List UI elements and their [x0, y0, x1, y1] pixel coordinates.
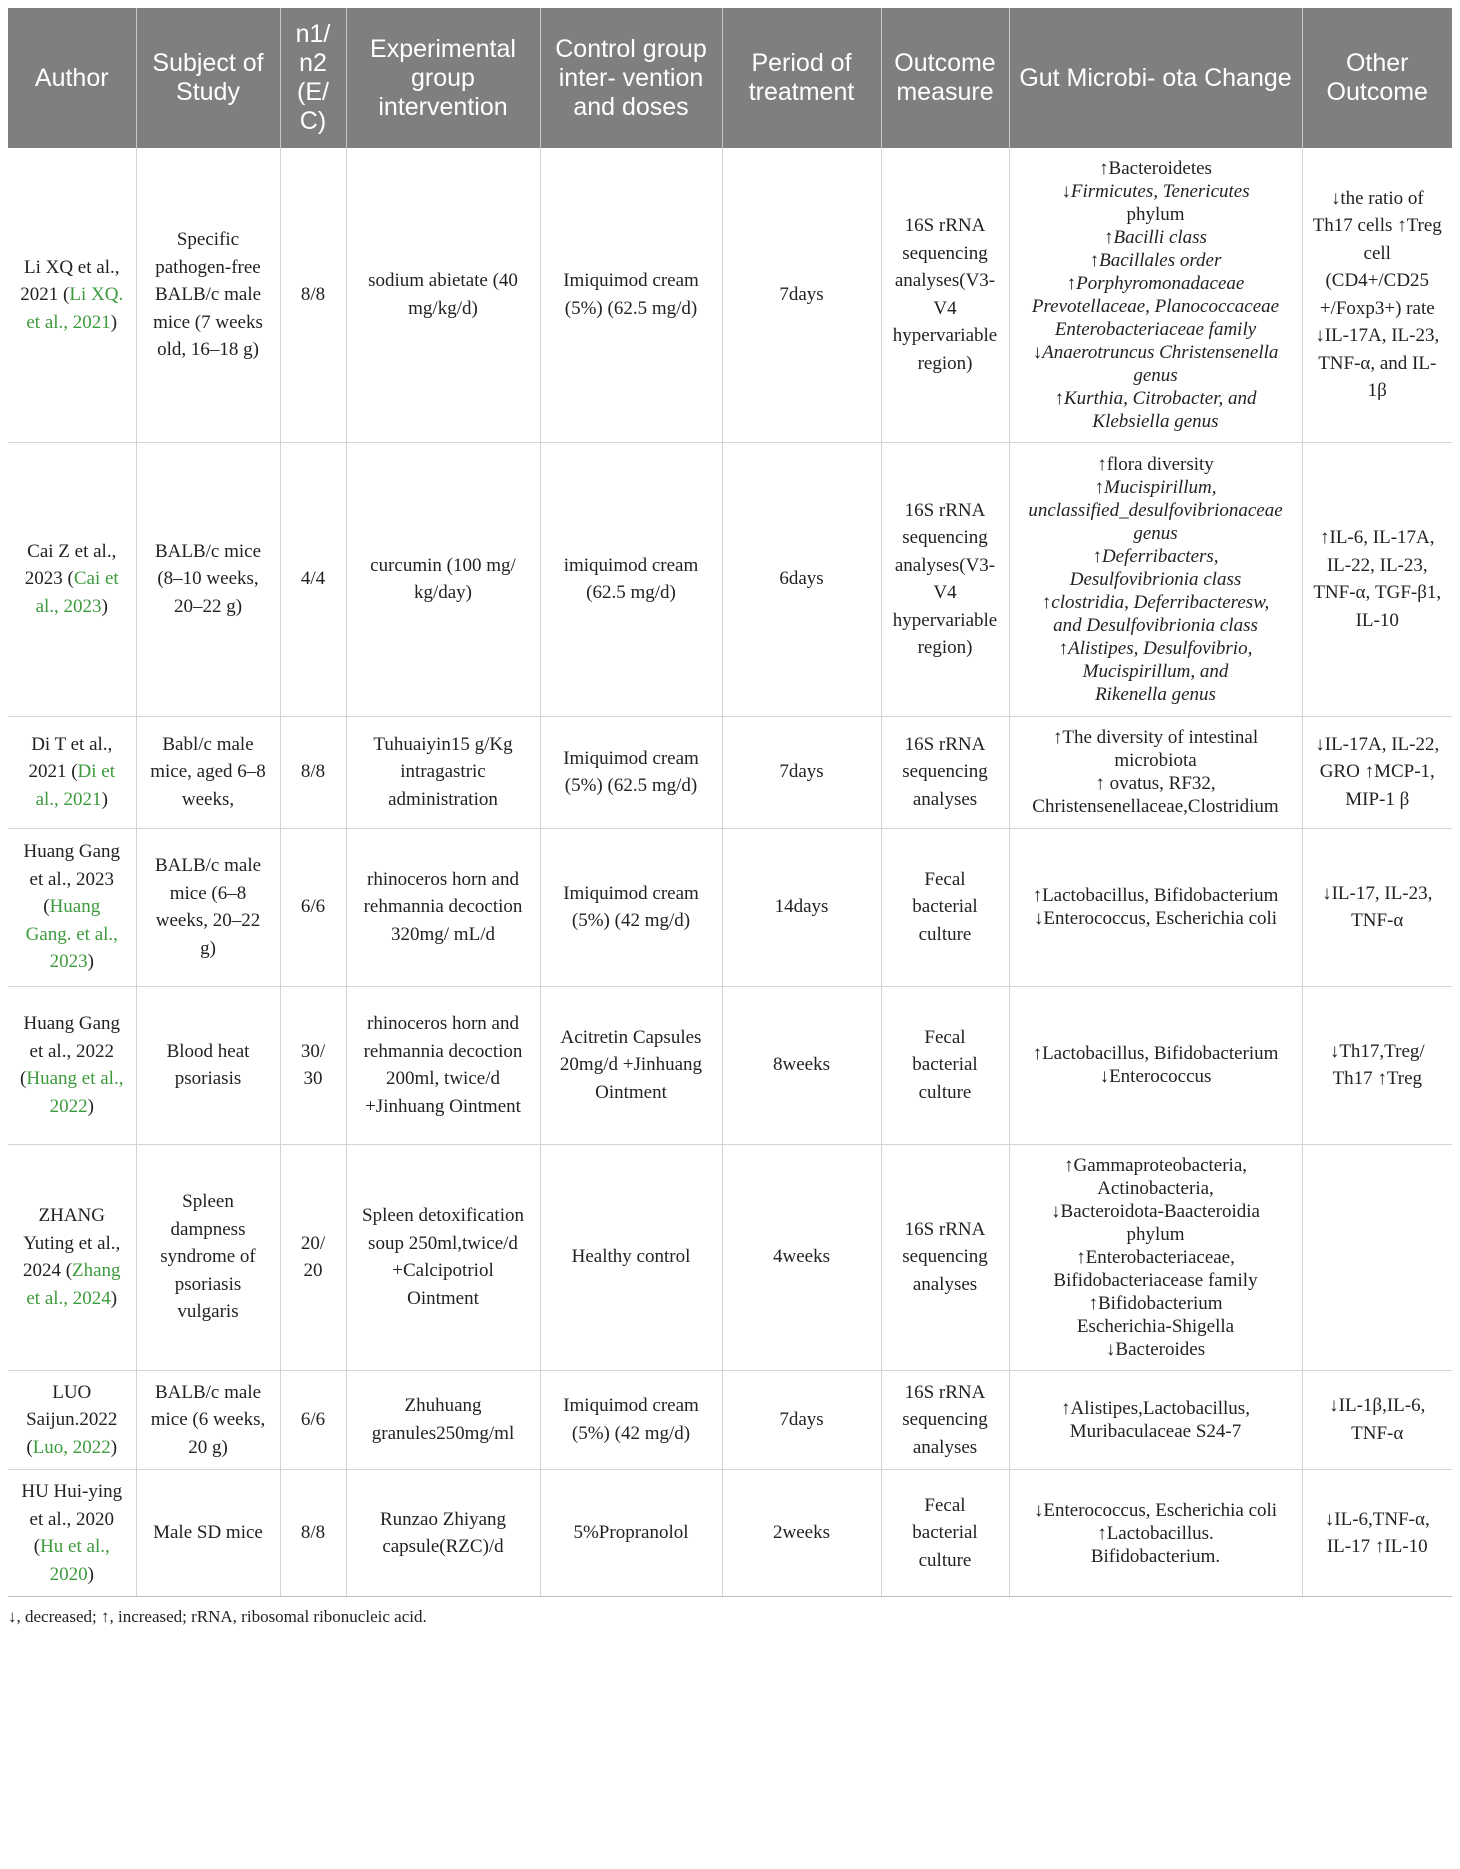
outcome-cell: 16S rRNA sequencing analyses: [881, 1370, 1009, 1470]
gut-change-line: ↓Firmicutes, Tenericutes: [1061, 180, 1250, 202]
table-container: [8, 8, 1452, 1627]
table-row: [8, 148, 1452, 442]
sample-size-cell: 6/6: [280, 1370, 346, 1470]
gut-change-line: Christensenellaceae,Clostridium: [1032, 796, 1279, 817]
experimental-cell: sodium abietate (40 mg/kg/d): [346, 148, 540, 442]
outcome-cell: 16S rRNA sequencing analyses(V3-V4 hypervariable region): [881, 442, 1009, 716]
sample-size-cell: 8/8: [280, 1470, 346, 1597]
gut-change-line: ↑Bacteroidetes: [1099, 157, 1212, 179]
author-text: Cai Z et al., 2023 (: [24, 540, 117, 590]
period-cell: 7days: [722, 148, 881, 442]
gut-microbiota-cell: [1009, 442, 1302, 716]
experimental-cell: curcumin (100 mg/ kg/day): [346, 442, 540, 716]
sample-size-cell: 6/6: [280, 828, 346, 986]
gut-change-line: microbiota: [1114, 750, 1197, 771]
header-cell: Other Outcome: [1302, 8, 1452, 148]
gut-change-line: unclassified_desulfovibrionaceae: [1028, 499, 1283, 521]
citation-link[interactable]: Huang Gang. et al., 2023: [25, 896, 118, 973]
citation-link[interactable]: Luo, 2022: [32, 1436, 111, 1458]
sample-size-cell: 8/8: [280, 148, 346, 442]
gut-microbiota-cell: [1009, 828, 1302, 986]
author-text-end: ): [87, 951, 94, 973]
gut-change-line: ↓Bacteroidota-Baacteroidia: [1051, 1200, 1260, 1222]
author-text: Di T et al., 2021 (: [28, 733, 113, 783]
gut-change-line: ↑Bifidobacterium: [1088, 1292, 1223, 1314]
sample-size-cell: 30/ 30: [280, 986, 346, 1144]
header-cell: Experimental group intervention: [346, 8, 540, 148]
outcome-cell: Fecal bacterial culture: [881, 986, 1009, 1144]
other-outcome-cell: ↓IL-17, IL-23, TNF-α: [1302, 828, 1452, 986]
citation-link[interactable]: Huang et al., 2022: [26, 1068, 124, 1117]
gut-change-line: and Desulfovibrionia class: [1053, 614, 1258, 636]
gut-change-line: ↑Alistipes, Desulfovibrio,: [1058, 637, 1253, 659]
table-row: [8, 1470, 1452, 1597]
author-text: HU Hui-ying et al., 2020 (: [21, 1481, 123, 1557]
gut-change-line: genus: [1133, 522, 1178, 544]
header-cell: Control group inter- vention and doses: [540, 8, 722, 148]
gut-change-line: Bifidobacterium.: [1090, 1545, 1221, 1567]
sample-size-cell: 8/8: [280, 716, 346, 828]
author-cell: [8, 148, 136, 442]
subject-cell: BALB/c male mice (6–8 weeks, 20–22 g): [136, 828, 280, 986]
gut-change-line: Muribaculaceae S24-7: [1069, 1420, 1242, 1442]
gut-change-line: Rikenella genus: [1095, 683, 1216, 705]
gut-microbiota-cell: [1009, 148, 1302, 442]
citation-link[interactable]: Di et al., 2021: [35, 761, 116, 810]
outcome-cell: Fecal bacterial culture: [881, 1470, 1009, 1597]
gut-change-line: ↑Gammaproteobacteria,: [1063, 1154, 1248, 1176]
other-outcome-cell: [1302, 1144, 1452, 1370]
other-outcome-cell: ↓IL-6,TNF-α, IL-17 ↑IL-10: [1302, 1470, 1452, 1597]
gut-change-line: phylum: [1126, 1223, 1185, 1245]
gut-change-line: ↑Deferribacters,: [1092, 545, 1219, 567]
gut-change-line: ↑clostridia, Deferribacteresw,: [1041, 591, 1270, 613]
gut-change-line: Desulfovibrionia class: [1069, 568, 1242, 590]
control-cell: Acitretin Capsules 20mg/d +Jinhuang Ointment: [540, 986, 722, 1144]
gut-change-line: Mucispirillum, and: [1082, 660, 1229, 682]
header-row: [8, 8, 1452, 148]
subject-cell: Male SD mice: [136, 1470, 280, 1597]
gut-microbiota-cell: [1009, 1144, 1302, 1370]
author-cell: [8, 1370, 136, 1470]
header-cell: Gut Microbi- ota Change: [1009, 8, 1302, 148]
other-outcome-cell: ↓IL-1β,IL-6, TNF-α: [1302, 1370, 1452, 1470]
outcome-cell: 16S rRNA sequencing analyses: [881, 716, 1009, 828]
experimental-cell: Runzao Zhiyang capsule(RZC)/d: [346, 1470, 540, 1597]
author-text: LUO Saijun.2022 (: [26, 1381, 118, 1458]
period-cell: 14days: [722, 828, 881, 986]
author-text-end: ): [110, 1287, 118, 1309]
author-cell: [8, 1470, 136, 1597]
gut-change-line: ↓Enterococcus, Escherichia coli: [1033, 1499, 1278, 1521]
gut-change-line: ↓Anaerotruncus Christensenella: [1032, 341, 1279, 363]
period-cell: 6days: [722, 442, 881, 716]
gut-change-line: ↑Mucispirillum,: [1094, 476, 1217, 498]
author-text: Huang Gang et al., 2022 (: [20, 1013, 121, 1089]
subject-cell: BALB/c male mice (6 weeks, 20 g): [136, 1370, 280, 1470]
author-cell: [8, 716, 136, 828]
experimental-cell: rhinoceros horn and rehmannia decoction 200ml, twice/d +Jinhuang Ointment: [346, 986, 540, 1144]
table-footnote: ↓, decreased; ↑, increased; rRNA, ribosomal ribonucleic acid.: [8, 1607, 427, 1626]
other-outcome-cell: ↓IL-17A, IL-22, GRO ↑MCP-1, MIP-1 β: [1302, 716, 1452, 828]
author-text: Huang Gang et al., 2023 (: [23, 841, 121, 918]
gut-change-line: Prevotellaceae, Planococcaceae: [1031, 295, 1280, 317]
citation-link[interactable]: Hu et al., 2020: [40, 1536, 110, 1585]
gut-microbiota-cell: [1009, 1470, 1302, 1597]
gut-change-line: ↑Porphyromonadaceae: [1066, 272, 1245, 294]
citation-link[interactable]: Li XQ. et al., 2021: [26, 284, 124, 333]
header-cell: Outcome measure: [881, 8, 1009, 148]
control-cell: imiquimod cream (62.5 mg/d): [540, 442, 722, 716]
experimental-cell: Tuhuaiyin15 g/Kg intragastric administration: [346, 716, 540, 828]
gut-change-line: ↓Enterococcus, Escherichia coli: [1033, 908, 1278, 929]
data-table: [8, 8, 1452, 1597]
experimental-cell: rhinoceros horn and rehmannia decoction 320mg/ mL/d: [346, 828, 540, 986]
gut-change-line: Actinobacteria,: [1097, 1177, 1214, 1199]
gut-change-line: ↓Enterococcus: [1099, 1066, 1212, 1087]
subject-cell: Specific pathogen-free BALB/c male mice (7 weeks old, 16–18 g): [136, 148, 280, 442]
other-outcome-cell: ↑IL-6, IL-17A, IL-22, IL-23, TNF-α, TGF-β1, IL-10: [1302, 442, 1452, 716]
control-cell: Imiquimod cream (5%) (42 mg/d): [540, 1370, 722, 1470]
table-row: [8, 716, 1452, 828]
table-body: [8, 148, 1452, 1597]
period-cell: 2weeks: [722, 1470, 881, 1597]
gut-change-line: ↑Kurthia, Citrobacter, and: [1054, 387, 1257, 409]
outcome-cell: Fecal bacterial culture: [881, 828, 1009, 986]
subject-cell: Blood heat psoriasis: [136, 986, 280, 1144]
author-text: Li XQ et al., 2021 (: [20, 256, 120, 305]
gut-microbiota-cell: [1009, 1370, 1302, 1470]
gut-change-line: ↑Enterobacteriaceae,: [1076, 1246, 1235, 1268]
gut-change-line: Enterobacteriaceae family: [1054, 318, 1257, 340]
header-cell: n1/ n2 (E/ C): [280, 8, 346, 148]
gut-microbiota-cell: [1009, 716, 1302, 828]
gut-change-line: ↑Lactobacillus, Bifidobacterium: [1032, 1043, 1279, 1064]
table-row: [8, 442, 1452, 716]
control-cell: Imiquimod cream (5%) (42 mg/d): [540, 828, 722, 986]
author-text-end: ): [110, 1436, 118, 1458]
experimental-cell: Spleen detoxification soup 250ml,twice/d +Calcipotriol Ointment: [346, 1144, 540, 1370]
gut-change-line: ↓Bacteroides: [1105, 1338, 1206, 1360]
experimental-cell: Zhuhuang granules250mg/ml: [346, 1370, 540, 1470]
gut-change-line: ↑Alistipes,Lactobacillus,: [1061, 1397, 1250, 1419]
subject-cell: BALB/c mice (8–10 weeks, 20–22 g): [136, 442, 280, 716]
author-text-end: ): [110, 311, 118, 333]
period-cell: 8weeks: [722, 986, 881, 1144]
period-cell: 7days: [722, 716, 881, 828]
header-cell: Subject of Study: [136, 8, 280, 148]
subject-cell: Babl/c male mice, aged 6–8 weeks,: [136, 716, 280, 828]
gut-change-line: ↑The diversity of intestinal: [1052, 727, 1259, 748]
gut-change-line: ↑Lactobacillus.: [1097, 1522, 1214, 1544]
table-row: [8, 828, 1452, 986]
gut-change-line: Bifidobacteriacease family: [1053, 1269, 1258, 1291]
author-text: ZHANG Yuting et al., 2024 (: [22, 1205, 121, 1281]
gut-change-line: genus: [1133, 364, 1178, 386]
gut-microbiota-cell: [1009, 986, 1302, 1144]
gut-change-line: phylum: [1126, 203, 1185, 225]
control-cell: Healthy control: [540, 1144, 722, 1370]
author-text-end: ): [101, 788, 108, 810]
outcome-cell: 16S rRNA sequencing analyses(V3-V4 hypervariable region): [881, 148, 1009, 442]
gut-change-line: Escherichia-Shigella: [1076, 1315, 1235, 1337]
author-cell: [8, 1144, 136, 1370]
author-cell: [8, 828, 136, 986]
period-cell: 4weeks: [722, 1144, 881, 1370]
sample-size-cell: 20/ 20: [280, 1144, 346, 1370]
author-cell: [8, 986, 136, 1144]
control-cell: Imiquimod cream (5%) (62.5 mg/d): [540, 716, 722, 828]
control-cell: Imiquimod cream (5%) (62.5 mg/d): [540, 148, 722, 442]
table-row: [8, 1144, 1452, 1370]
citation-link[interactable]: Zhang et al., 2024: [26, 1260, 121, 1309]
control-cell: 5%Propranolol: [540, 1470, 722, 1597]
gut-change-line: ↑flora diversity: [1097, 453, 1214, 475]
citation-link[interactable]: Cai et al., 2023: [35, 568, 119, 617]
table-row: [8, 1370, 1452, 1470]
gut-change-line: ↑Lactobacillus, Bifidobacterium: [1032, 885, 1279, 906]
gut-change-line: ↑Bacilli class: [1104, 226, 1207, 248]
gut-change-line: ↑ ovatus, RF32,: [1095, 773, 1216, 794]
author-cell: [8, 442, 136, 716]
period-cell: 7days: [722, 1370, 881, 1470]
gut-change-line: Klebsiella genus: [1092, 410, 1219, 432]
other-outcome-cell: ↓the ratio of Th17 cells ↑Treg cell (CD4+/CD25 +/Foxp3+) rate ↓IL-17A, IL-23, TNF-α, and IL-1β: [1302, 148, 1452, 442]
outcome-cell: 16S rRNA sequencing analyses: [881, 1144, 1009, 1370]
author-text-end: ): [87, 1095, 94, 1117]
table-row: [8, 986, 1452, 1144]
header-cell: Author: [8, 8, 136, 148]
header-cell: Period of treatment: [722, 8, 881, 148]
sample-size-cell: 4/4: [280, 442, 346, 716]
subject-cell: Spleen dampness syndrome of psoriasis vulgaris: [136, 1144, 280, 1370]
author-text-end: ): [101, 595, 108, 617]
author-text-end: ): [87, 1563, 94, 1585]
gut-change-line: ↑Bacillales order: [1089, 249, 1222, 271]
other-outcome-cell: ↓Th17,Treg/ Th17 ↑Treg: [1302, 986, 1452, 1144]
